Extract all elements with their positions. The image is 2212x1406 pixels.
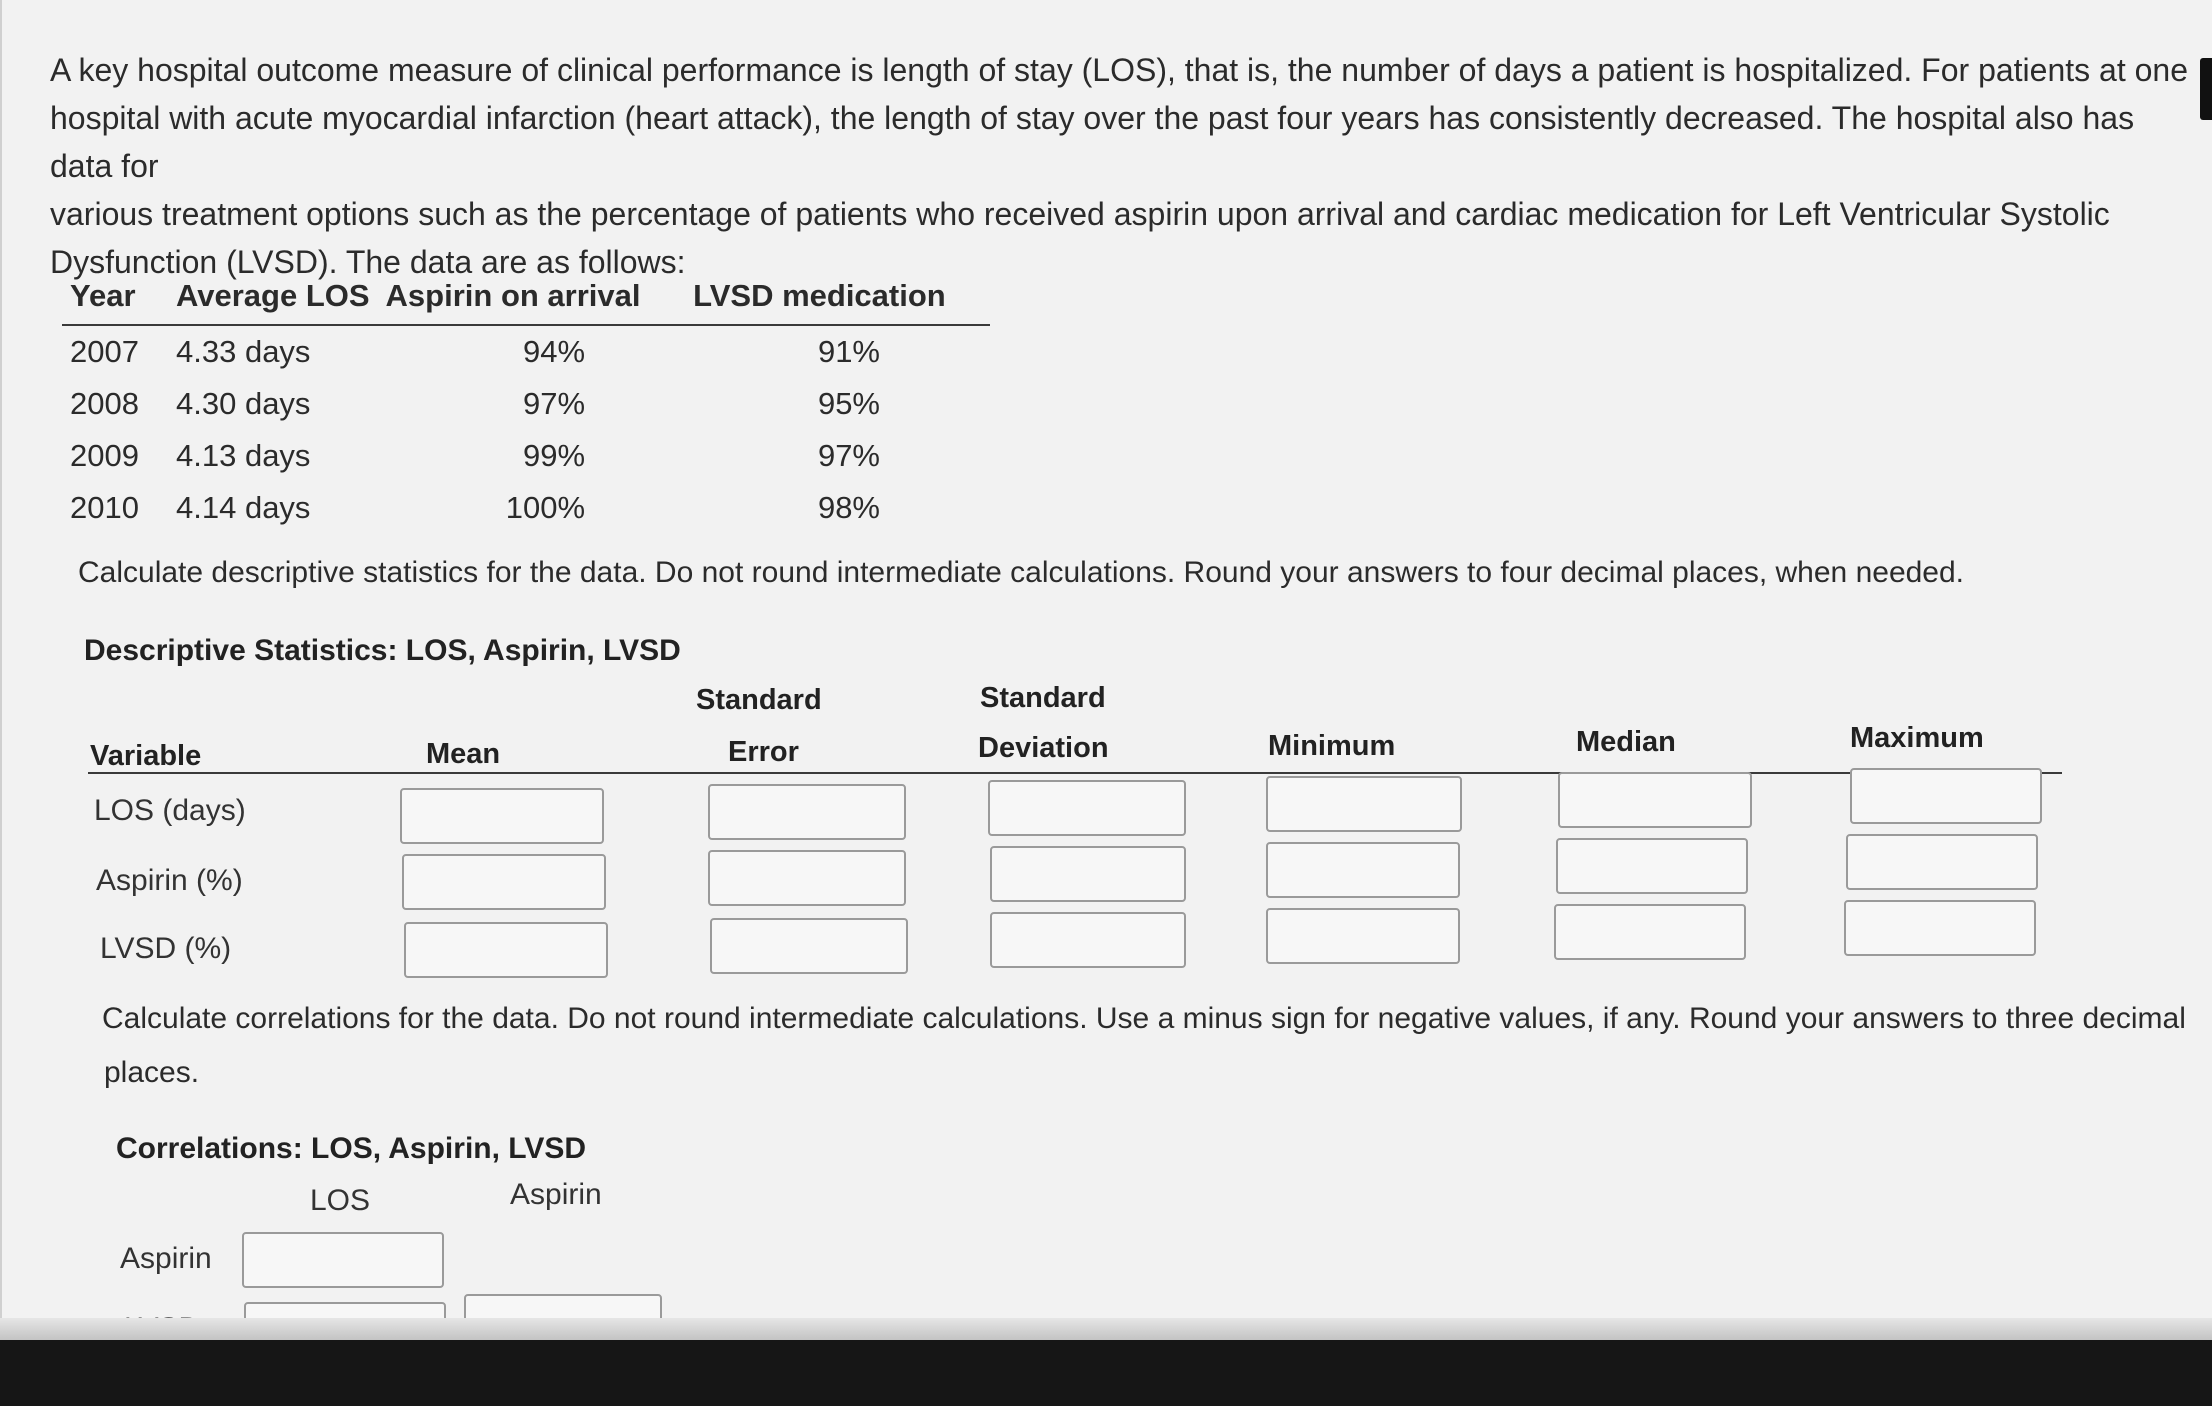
correlations-instructions-line-2: places. bbox=[104, 1056, 200, 1089]
corr-col-header-aspirin: Aspirin bbox=[510, 1178, 602, 1211]
cell-los: 4.30 days bbox=[176, 386, 311, 421]
cell-year: 2008 bbox=[70, 386, 139, 421]
cell-lvsd: 97% bbox=[817, 438, 880, 473]
stats-header-rule bbox=[88, 772, 2062, 774]
header-year: Year bbox=[62, 278, 168, 325]
lvsd-mean-input[interactable] bbox=[404, 922, 608, 978]
descriptive-stats-title: Descriptive Statistics: LOS, Aspirin, LVSD bbox=[84, 634, 681, 667]
cell-aspirin: 97% bbox=[523, 386, 586, 421]
los-standard-error-input[interactable] bbox=[708, 784, 906, 840]
col-header-median: Median bbox=[1576, 726, 1676, 758]
los-mean-input[interactable] bbox=[400, 788, 604, 844]
question-line-1: A key hospital outcome measure of clinical performance is length of stay (LOS), that is, the number of days a patient is hospitalized. For patients at one bbox=[50, 52, 2188, 88]
col-header-minimum: Minimum bbox=[1268, 730, 1396, 762]
col-header-se-bottom: Error bbox=[728, 736, 799, 768]
cell-lvsd: 91% bbox=[817, 334, 880, 369]
question-text bbox=[50, 46, 2200, 286]
col-header-maximum: Maximum bbox=[1850, 722, 1984, 754]
row-label-los: LOS (days) bbox=[94, 794, 246, 827]
cell-aspirin: 94% bbox=[523, 334, 586, 369]
cell-los: 4.33 days bbox=[176, 334, 311, 369]
cell-los: 4.14 days bbox=[176, 490, 311, 525]
aspirin-minimum-input[interactable] bbox=[1266, 842, 1460, 898]
cell-year: 2007 bbox=[70, 334, 139, 369]
question-line-2: hospital with acute myocardial infarction (heart attack), the length of stay over the past four years has consistently decreased. The hospital also has data for bbox=[50, 100, 2135, 184]
los-maximum-input[interactable] bbox=[1850, 768, 2042, 824]
correlations-title: Correlations: LOS, Aspirin, LVSD bbox=[116, 1132, 587, 1165]
cell-lvsd: 95% bbox=[817, 386, 880, 421]
lvsd-minimum-input[interactable] bbox=[1266, 908, 1460, 964]
lvsd-median-input[interactable] bbox=[1554, 904, 1746, 960]
aspirin-standard-error-input[interactable] bbox=[708, 850, 906, 906]
aspirin-standard-deviation-input[interactable] bbox=[990, 846, 1186, 902]
cell-year: 2010 bbox=[70, 490, 139, 525]
correlations-instructions-line-1: Calculate correlations for the data. Do not round intermediate calculations. Use a minus sign for negative values, if any. Round your answers to three decimal bbox=[102, 1002, 2186, 1035]
dark-bezel bbox=[0, 1340, 2212, 1406]
col-header-se-top: Standard bbox=[696, 684, 822, 716]
col-header-mean: Mean bbox=[426, 738, 501, 770]
lvsd-maximum-input[interactable] bbox=[1844, 900, 2036, 956]
header-average-los: Average LOS bbox=[168, 278, 378, 325]
los-median-input[interactable] bbox=[1558, 772, 1752, 828]
corr-col-header-los: LOS bbox=[310, 1184, 371, 1217]
aspirin-mean-input[interactable] bbox=[402, 854, 606, 910]
table-row bbox=[62, 430, 990, 482]
row-label-aspirin: Aspirin (%) bbox=[96, 864, 243, 897]
aspirin-median-input[interactable] bbox=[1556, 838, 1748, 894]
table-row bbox=[62, 482, 990, 534]
lvsd-standard-deviation-input[interactable] bbox=[990, 912, 1186, 968]
scrollbar-marker bbox=[2200, 58, 2212, 120]
corr-aspirin-los-input[interactable] bbox=[242, 1232, 444, 1288]
corr-row-label-aspirin: Aspirin bbox=[120, 1242, 212, 1275]
table-row bbox=[62, 378, 990, 430]
lvsd-standard-error-input[interactable] bbox=[710, 918, 908, 974]
header-lvsd: LVSD medication bbox=[685, 278, 990, 325]
question-line-3: various treatment options such as the percentage of patients who received aspirin upon arrival and cardiac medication for Left Ventricular Systolic bbox=[50, 196, 2110, 232]
cell-year: 2009 bbox=[70, 438, 139, 473]
col-header-sd-top: Standard bbox=[980, 682, 1106, 714]
cell-aspirin: 99% bbox=[523, 438, 586, 473]
col-header-variable: Variable bbox=[90, 740, 202, 772]
descriptive-instructions: Calculate descriptive statistics for the data. Do not round intermediate calculations. Round your answers to four decimal places, when needed. bbox=[78, 556, 1965, 589]
data-table-header-row bbox=[62, 278, 990, 325]
cell-aspirin: 100% bbox=[505, 490, 586, 525]
los-standard-deviation-input[interactable] bbox=[988, 780, 1186, 836]
question-line-4: Dysfunction (LVSD). The data are as follows: bbox=[50, 244, 686, 280]
hospital-data-table bbox=[62, 278, 990, 534]
cell-los: 4.13 days bbox=[176, 438, 311, 473]
aspirin-maximum-input[interactable] bbox=[1846, 834, 2038, 890]
row-label-lvsd: LVSD (%) bbox=[100, 932, 232, 965]
table-row bbox=[62, 325, 990, 378]
los-minimum-input[interactable] bbox=[1266, 776, 1462, 832]
col-header-sd-bottom: Deviation bbox=[978, 732, 1109, 764]
cell-lvsd: 98% bbox=[817, 490, 880, 525]
header-aspirin: Aspirin on arrival bbox=[378, 278, 686, 325]
